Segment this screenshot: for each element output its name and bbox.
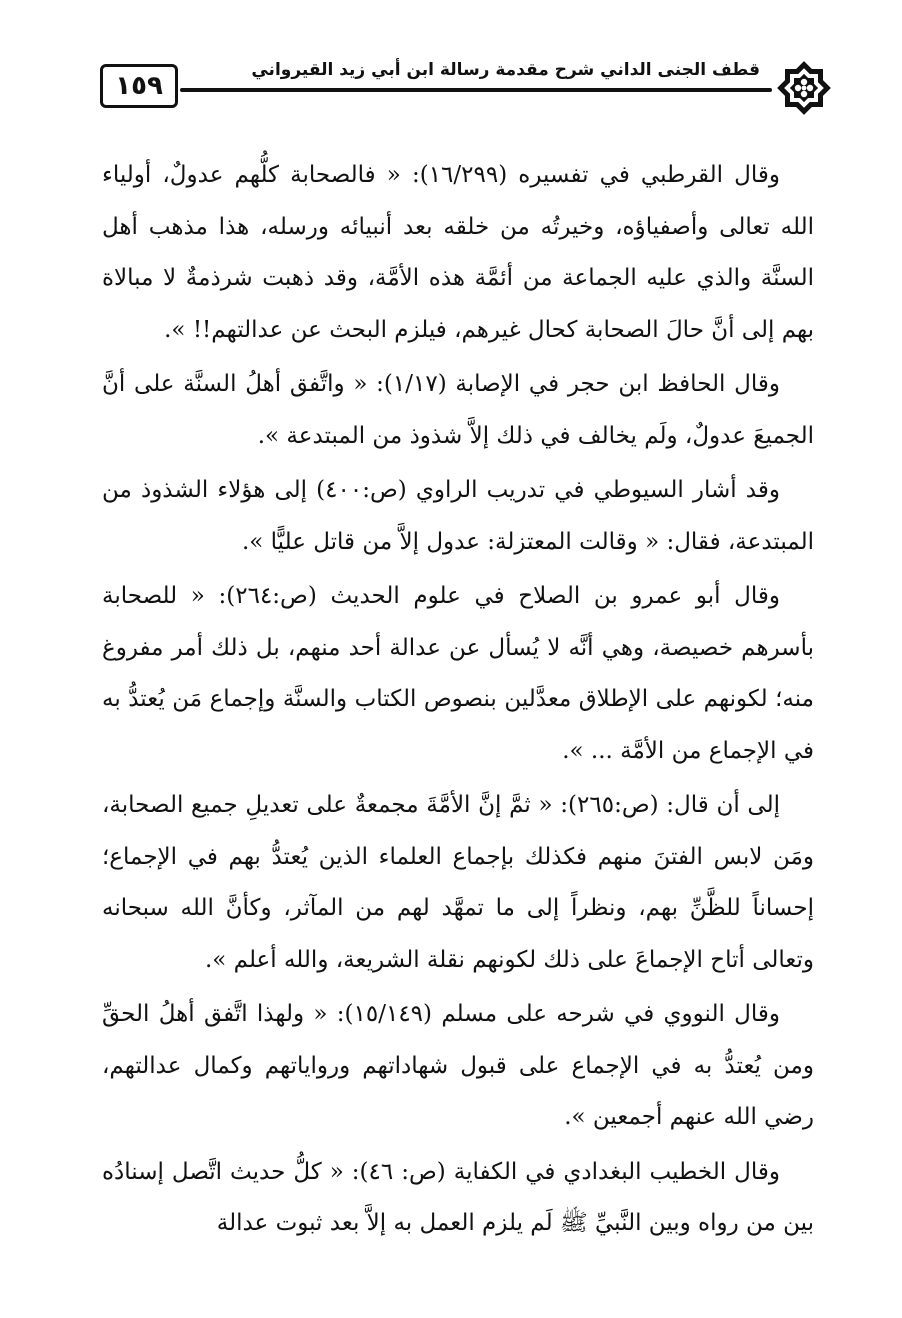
running-title: قطف الجنى الداني شرح مقدمة رسالة ابن أبي زيد القيرواني xyxy=(251,60,760,80)
paragraph: إلى أن قال: (ص:٢٦٥): « ثمَّ إنَّ الأمَّةَ مجمعةٌ على تعديلِ جميع الصحابة، ومَن لابس الفتنَ منهم فكذلك بإجماع العلماء الذين يُعتدُّ بهم في الإجماع؛ إحساناً للظَّنِّ بهم، ونظراً إلى ما تمهَّد لهم من المآثر، وكأنَّ الله سبحانه وتعالى أتاح الإجماعَ على ذلك لكونهم نقلة الشريعة، والله أعلم ». xyxy=(102,792,814,973)
paragraph: وقال الخطيب البغدادي في الكفاية (ص: ٤٦): « كلُّ حديث اتَّصل إسنادُه بين من رواه وبين النَّبيِّ ﷺ لَم يلزم العمل به إلاَّ بعد ثبوت عدالة xyxy=(102,1158,814,1236)
paragraph: وقال النووي في شرحه على مسلم (١٥/١٤٩): « ولهذا اتَّفق أهلُ الحقِّ ومن يُعتدُّ به في الإجماع على قبول شهاداتهم ورواياتهم وكمال عدالتهم، رضي الله عنهم أجمعين ». xyxy=(102,1001,814,1130)
page-header xyxy=(100,58,832,116)
paragraph: وقال الحافظ ابن حجر في الإصابة (١/١٧): « واتَّفق أهلُ السنَّة على أنَّ الجميعَ عدولٌ، ولَم يخالف في ذلك إلاَّ شذوذ من المبتدعة ». xyxy=(102,371,814,449)
paragraph: وقد أشار السيوطي في تدريب الراوي (ص:٤٠٠) إلى هؤلاء الشذوذ من المبتدعة، فقال: « وقالت المعتزلة: عدول إلاَّ من قاتل عليًّا ». xyxy=(102,477,814,555)
paragraph: وقال أبو عمرو بن الصلاح في علوم الحديث (ص:٢٦٤): « للصحابة بأسرهم خصيصة، وهي أنَّه لا يُسأل عن عدالة أحد منهم، بل ذلك أمر مفروغ منه؛ لكونهم على الإطلاق معدَّلين بنصوص الكتاب والسنَّة وإجماع مَن يُعتدُّ به في الإجماع من الأمَّة ... ». xyxy=(102,583,814,764)
header-rule xyxy=(180,88,772,92)
eight-point-star-icon xyxy=(774,58,834,118)
paragraph: وقال القرطبي في تفسيره (١٦/٢٩٩): « فالصحابة كلُّهم عدولٌ، أولياء الله تعالى وأصفياؤه، وخيرتُه من خلقه بعد أنبيائه ورسله، هذا مذهب أهل السنَّة والذي عليه الجماعة من أئمَّة هذه الأمَّة، وقد ذهبت شرذمةٌ لا مبالاة بهم إلى أنَّ حالَ الصحابة كحال غيرهم، فيلزم البحث عن عدالتهم!! ». xyxy=(102,162,814,343)
page-number: ١٥٩ xyxy=(100,64,178,108)
body-text xyxy=(102,150,814,1253)
